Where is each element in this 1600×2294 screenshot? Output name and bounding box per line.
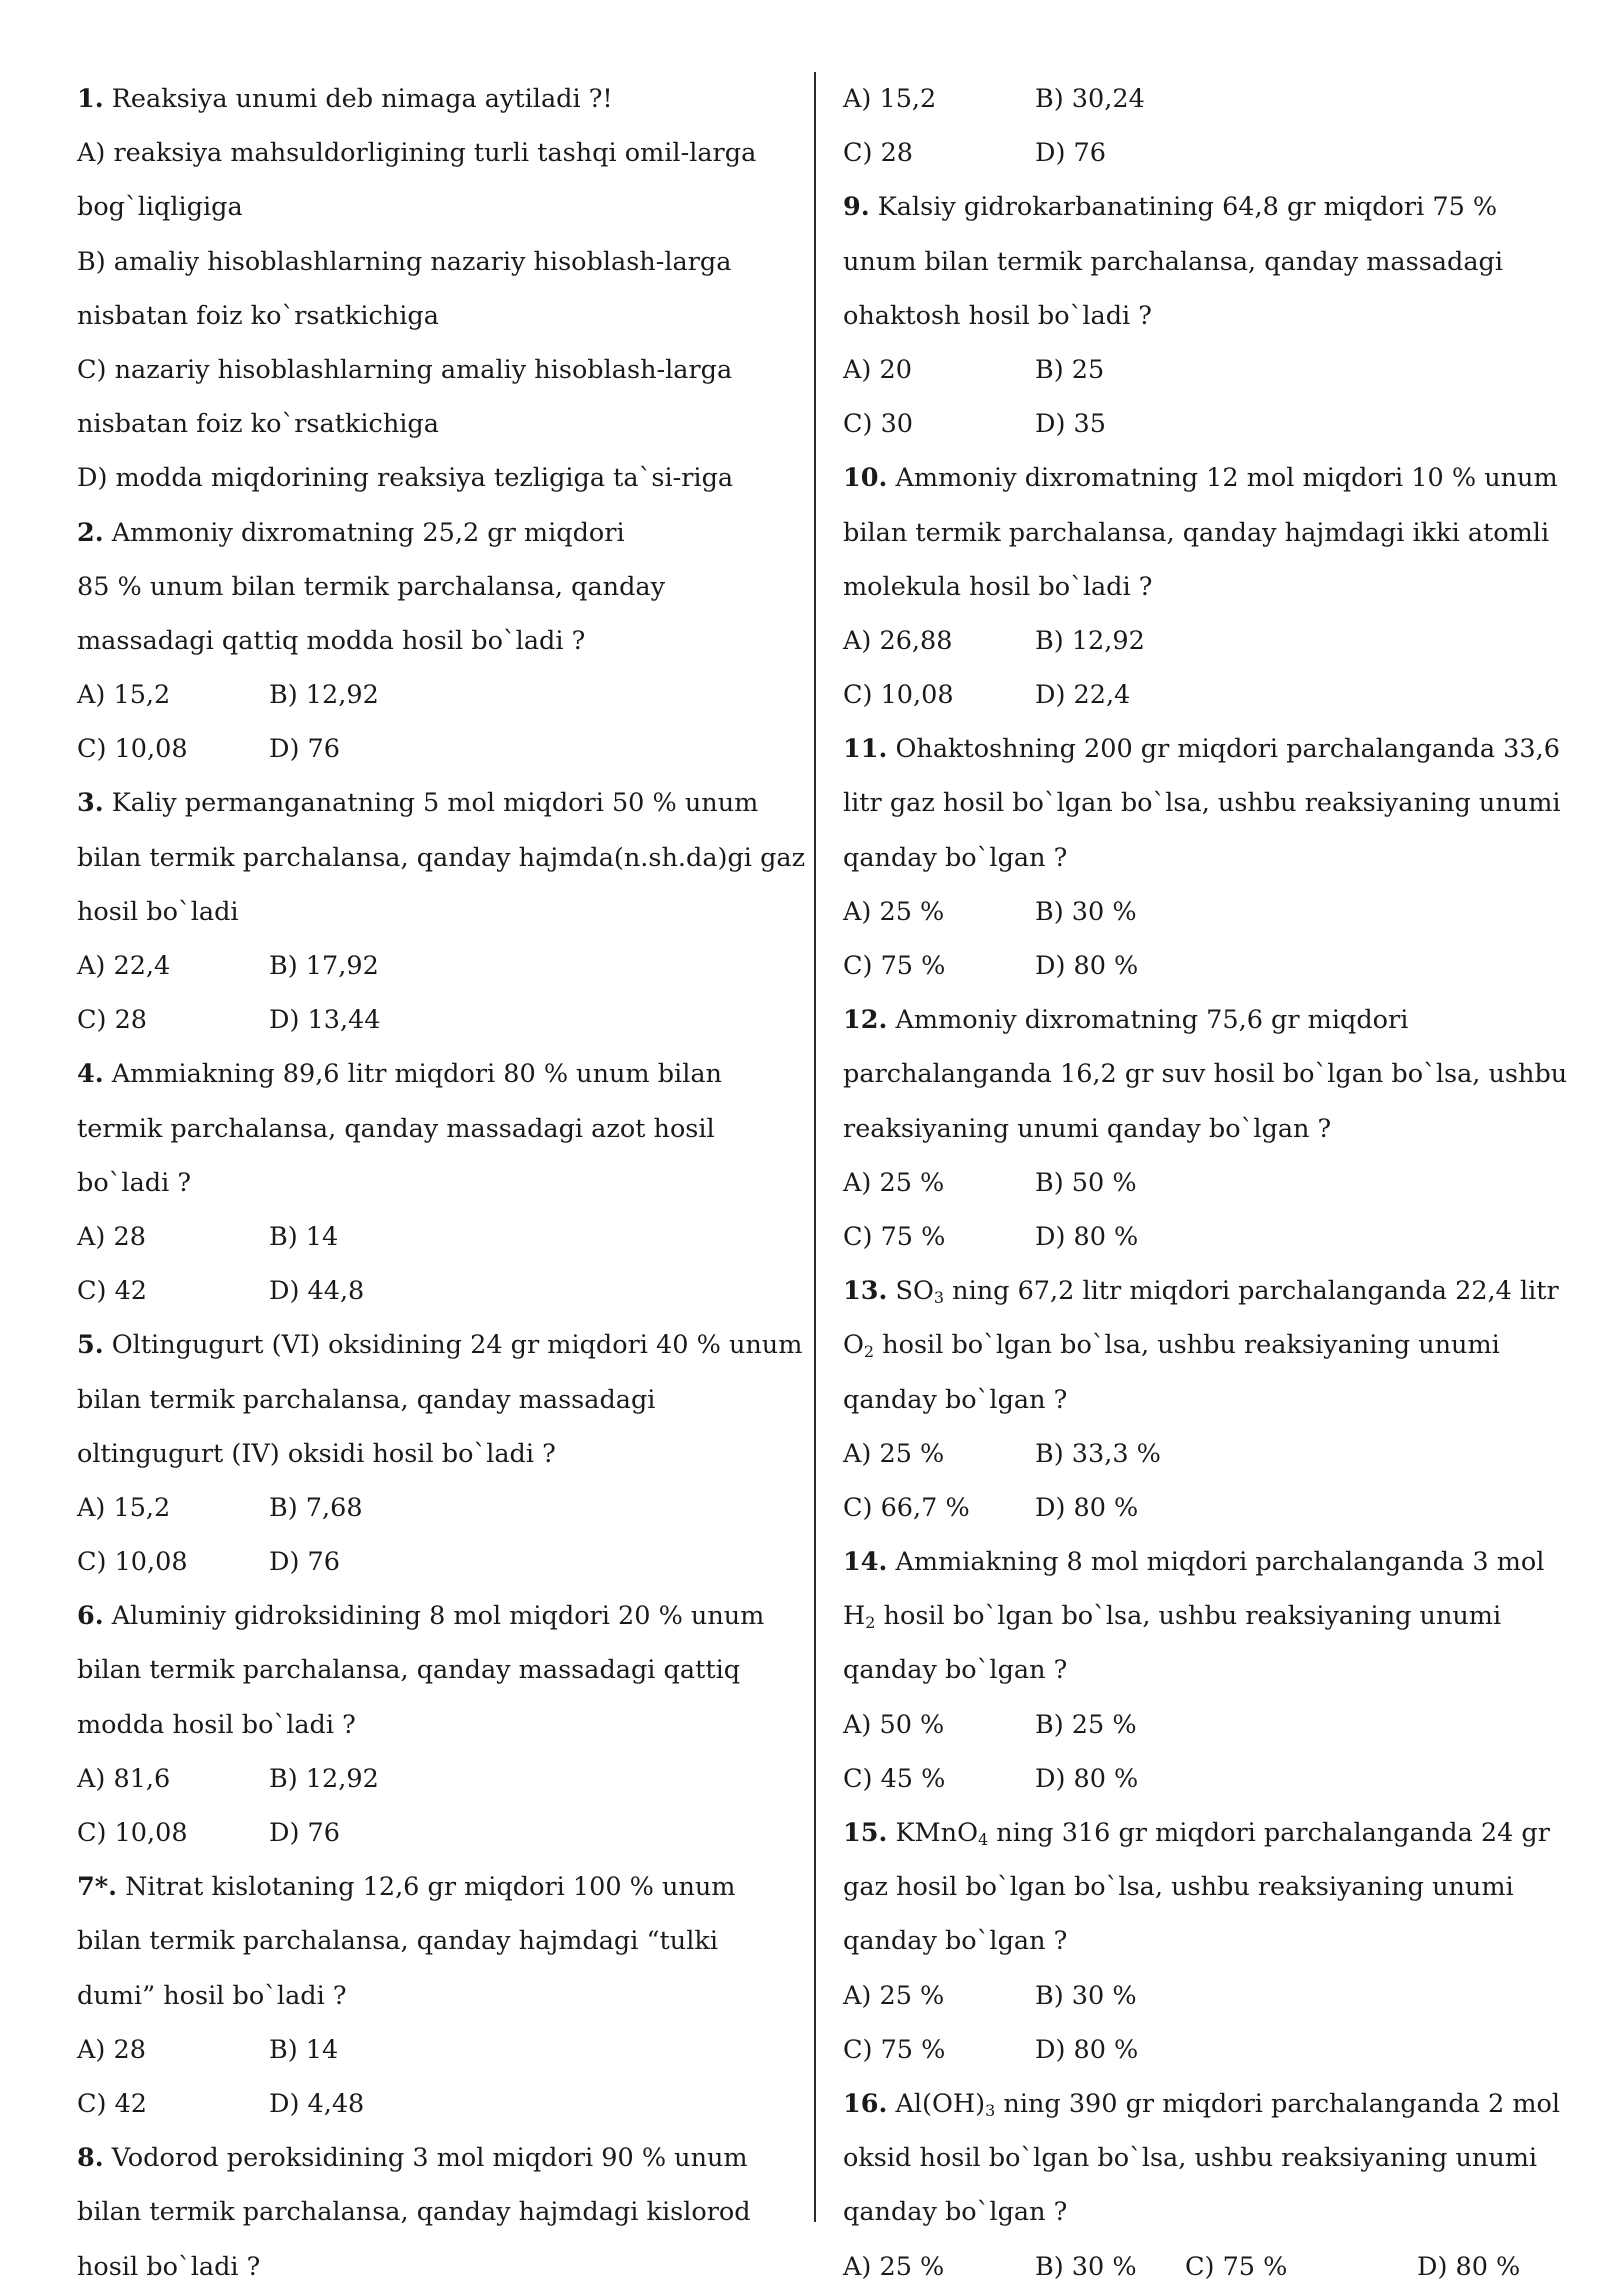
question-line xyxy=(843,993,1573,1047)
text-line xyxy=(77,1102,797,1156)
line-text: Ammoniy dixromatning 12 mol miqdori 10 % unum xyxy=(895,463,1558,494)
line-text: qanday bo`lgan ? xyxy=(843,2197,1068,2228)
line-text: nisbatan foiz ko`rsatkichiga xyxy=(77,300,439,331)
text-line xyxy=(843,776,1573,830)
question-number: 13. xyxy=(843,1276,888,1307)
options-line xyxy=(843,1481,1573,1535)
answer-option: D) 35 xyxy=(1035,409,1106,440)
answer-option: B) 14 xyxy=(269,1221,339,1252)
text-line xyxy=(843,1643,1573,1697)
line-text: H xyxy=(843,1601,866,1632)
answer-option: A) 25 % xyxy=(843,1980,945,2011)
line-text: qanday bo`lgan ? xyxy=(843,1384,1068,1415)
answer-option: D) 76 xyxy=(269,734,340,765)
line-text: KMnO xyxy=(895,1818,978,1848)
line-text: modda hosil bo`ladi ? xyxy=(77,1709,356,1740)
line-text: Ohaktoshning 200 gr miqdori parchalanganda 33,6 xyxy=(895,734,1560,765)
subscript: 2 xyxy=(863,1342,875,1362)
options-line xyxy=(843,1427,1573,1481)
options-line xyxy=(843,939,1573,993)
answer-option: D) 80 % xyxy=(1035,1221,1139,1252)
answer-option: C) 10,08 xyxy=(77,1818,188,1848)
line-text: qanday bo`lgan ? xyxy=(843,1926,1068,1957)
question-number: 2. xyxy=(77,517,104,548)
options-line xyxy=(843,1156,1573,1210)
line-text: Aluminiy gidroksidining 8 mol miqdori 20 % unum xyxy=(111,1601,765,1632)
line-text: ning 390 gr miqdori parchalanganda 2 mol xyxy=(995,2088,1561,2119)
question-number: 12. xyxy=(843,1005,888,1036)
line-text: hosil bo`ladi ? xyxy=(77,2251,261,2282)
answer-option: A) 15,2 xyxy=(77,680,171,711)
question-line xyxy=(77,1318,803,1372)
question-number: 1. xyxy=(77,84,104,114)
answer-option: C) 75 % xyxy=(843,2034,946,2065)
answer-option: C) 10,08 xyxy=(843,680,954,711)
line-text: oltingugurt (IV) oksidi hosil bo`ladi ? xyxy=(77,1438,556,1469)
text-line xyxy=(77,126,797,180)
question-number: 14. xyxy=(843,1547,888,1578)
line-text: hosil bo`lgan bo`lsa, ushbu reaksiyaning unumi xyxy=(875,1601,1502,1632)
question-line xyxy=(843,2077,1573,2131)
options-line xyxy=(77,993,797,1047)
text-line xyxy=(843,506,1573,560)
text-line xyxy=(843,1914,1573,1968)
line-text: Ammiakning 8 mol miqdori parchalanganda 3 mol xyxy=(895,1547,1545,1578)
line-text: Ammoniy dixromatning 75,6 gr miqdori xyxy=(895,1005,1409,1036)
line-text: qanday bo`lgan ? xyxy=(843,842,1068,873)
options-line xyxy=(77,1535,797,1589)
question-number: 16. xyxy=(843,2088,888,2119)
text-line xyxy=(77,560,797,614)
line-text: SO xyxy=(895,1276,934,1307)
answer-option: A) 22,4 xyxy=(77,951,171,981)
question-number: 4. xyxy=(77,1059,104,1090)
text-line xyxy=(77,180,797,234)
line-text: reaksiyaning unumi qanday bo`lgan ? xyxy=(843,1113,1332,1144)
question-number: 7*. xyxy=(77,1872,117,1903)
subscript: 3 xyxy=(985,2100,996,2120)
question-number: 5. xyxy=(77,1330,104,1361)
options-line xyxy=(77,1752,797,1806)
line-text: litr gaz hosil bo`lgan bo`lsa, ushbu reaksiyaning unumi xyxy=(843,788,1561,819)
options-line xyxy=(843,72,1573,126)
text-line xyxy=(843,2185,1573,2239)
answer-option: B) 25 xyxy=(1035,354,1105,385)
options-line xyxy=(843,885,1573,939)
question-line xyxy=(843,1264,1573,1318)
answer-option: D) 22,4 xyxy=(1035,680,1131,711)
answer-option: D) 80 % xyxy=(1035,1492,1139,1523)
line-text: Ammiakning 89,6 litr miqdori 80 % unum bilan xyxy=(111,1059,722,1090)
answer-option: A) 28 xyxy=(77,1221,146,1252)
answer-option: A) 28 xyxy=(77,2034,146,2065)
text-line xyxy=(843,1860,1573,1914)
options-line xyxy=(77,2023,797,2077)
text-line xyxy=(77,885,797,939)
line-text: parchalanganda 16,2 gr suv hosil bo`lgan bo`lsa, ushbu xyxy=(843,1059,1568,1090)
answer-option: C) 45 % xyxy=(843,1763,946,1794)
line-text: bilan termik parchalansa, qanday hajmdagi ikki atomli xyxy=(843,517,1550,548)
answer-option: C) 42 xyxy=(77,2088,148,2119)
column-divider xyxy=(814,72,816,2222)
line-text: Al(OH) xyxy=(895,2088,986,2119)
answer-option: B) 50 % xyxy=(1035,1167,1137,1198)
text-line xyxy=(77,831,806,885)
answer-option: D) 44,8 xyxy=(269,1276,365,1307)
question-line xyxy=(77,2131,797,2185)
text-line xyxy=(843,831,1573,885)
options-line xyxy=(77,1264,797,1318)
text-line xyxy=(77,1156,797,1210)
text-line xyxy=(77,343,797,397)
line-text: bilan termik parchalansa, qanday massadagi qattiq xyxy=(77,1655,741,1686)
line-text: Kaliy permanganatning 5 mol miqdori 50 % unum xyxy=(111,788,759,819)
options-line xyxy=(843,1969,1573,2023)
options-line xyxy=(77,1806,797,1860)
line-text: nisbatan foiz ko`rsatkichiga xyxy=(77,409,439,440)
line-text: ning 316 gr miqdori parchalanganda 24 gr xyxy=(988,1818,1550,1848)
answer-option: D) 76 xyxy=(269,1818,340,1848)
options-line xyxy=(77,2077,797,2131)
answer-option: D) 76 xyxy=(1035,138,1106,169)
options-line xyxy=(843,1698,1573,1752)
text-line xyxy=(843,235,1573,289)
subscript: 2 xyxy=(865,1613,876,1633)
options-line xyxy=(843,1752,1573,1806)
question-line xyxy=(843,722,1573,776)
text-line xyxy=(77,614,797,668)
answer-option: B) 30 % xyxy=(1035,1980,1137,2011)
options-line xyxy=(843,397,1573,451)
left-column xyxy=(77,72,806,2294)
line-text: termik parchalansa, qanday massadagi azot hosil xyxy=(77,1113,715,1144)
options-line xyxy=(77,939,797,993)
text-line xyxy=(77,1698,797,1752)
options-line xyxy=(843,614,1573,668)
answer-option: C) 30 xyxy=(843,409,914,440)
text-line xyxy=(843,1318,1573,1372)
question-number: 10. xyxy=(843,463,888,494)
line-text: molekula hosil bo`ladi ? xyxy=(843,571,1153,602)
options-line xyxy=(77,668,797,722)
line-text: qanday bo`lgan ? xyxy=(843,1655,1068,1686)
answer-option: A) 25 % xyxy=(843,2251,945,2282)
answer-option: D) 13,44 xyxy=(269,1005,381,1036)
text-line xyxy=(77,451,797,505)
answer-option: D) 80 % xyxy=(1417,2251,1521,2282)
text-line xyxy=(77,2185,797,2239)
text-line xyxy=(77,1373,797,1427)
question-number: 15. xyxy=(843,1818,888,1848)
question-line xyxy=(77,1047,797,1101)
answer-option: B) 30,24 xyxy=(1035,84,1145,114)
line-text: Oltingugurt (VI) oksidining 24 gr miqdori 40 % unum xyxy=(111,1330,803,1361)
answer-option: B) 7,68 xyxy=(269,1492,363,1523)
answer-option: B) 30 % xyxy=(1035,896,1137,927)
question-number: 6. xyxy=(77,1601,104,1632)
answer-option: C) 75 % xyxy=(843,1221,946,1252)
text-line xyxy=(77,1427,797,1481)
line-text: D) modda miqdorining reaksiya tezligiga ta`si-riga xyxy=(77,463,734,494)
subscript: 4 xyxy=(977,1830,989,1849)
subscript: 3 xyxy=(933,1288,945,1308)
options-line xyxy=(843,668,1573,722)
line-text: oksid hosil bo`lgan bo`lsa, ushbu reaksiyaning unumi xyxy=(843,2143,1538,2174)
options-line xyxy=(843,343,1573,397)
line-text: bilan termik parchalansa, qanday hajmdagi kislorod xyxy=(77,2197,751,2228)
line-text: massadagi qattiq modda hosil bo`ladi ? xyxy=(77,625,586,656)
text-line xyxy=(77,1643,797,1697)
question-line xyxy=(843,1806,1573,1860)
answer-option: D) 80 % xyxy=(1035,1763,1139,1794)
text-line xyxy=(843,1047,1573,1101)
line-text: dumi” hosil bo`ladi ? xyxy=(77,1980,347,2011)
line-text: bilan termik parchalansa, qanday hajmdagi “tulki xyxy=(77,1926,718,1957)
answer-option: B) 12,92 xyxy=(269,680,379,711)
line-text: 85 % unum bilan termik parchalansa, qanday xyxy=(77,571,666,602)
line-text: bilan termik parchalansa, qanday massadagi xyxy=(77,1384,656,1415)
answer-option: A) 81,6 xyxy=(77,1763,171,1794)
text-line xyxy=(77,397,797,451)
question-line xyxy=(77,506,797,560)
line-text: unum bilan termik parchalansa, qanday massadagi xyxy=(843,246,1503,277)
answer-option: A) 15,2 xyxy=(77,1492,171,1523)
answer-option: A) 25 % xyxy=(843,1167,945,1198)
answer-option: B) 33,3 % xyxy=(1035,1438,1161,1469)
answer-option: A) 26,88 xyxy=(843,625,953,656)
line-text: C) nazariy hisoblashlarning amaliy hisoblash-larga xyxy=(77,354,733,385)
options-line xyxy=(843,2023,1573,2077)
question-line xyxy=(843,1535,1573,1589)
answer-option: A) 20 xyxy=(843,354,912,385)
text-line xyxy=(843,289,1573,343)
answer-option: B) 12,92 xyxy=(1035,625,1145,656)
line-text: bog`liqligiga xyxy=(77,192,243,223)
answer-option: B) 30 % xyxy=(1035,2251,1137,2282)
line-text: Kalsiy gidrokarbanatining 64,8 gr miqdori 75 % xyxy=(877,192,1498,223)
answer-option: D) 76 xyxy=(269,1547,340,1578)
line-text: O xyxy=(843,1330,864,1361)
answer-option: C) 10,08 xyxy=(77,1547,188,1578)
line-text: Reaksiya unumi deb nimaga aytiladi ?! xyxy=(111,84,613,114)
question-line xyxy=(77,72,797,126)
line-text: bo`ladi ? xyxy=(77,1167,192,1198)
line-text: Ammoniy dixromatning 25,2 gr miqdori xyxy=(111,517,625,548)
text-line xyxy=(843,2131,1573,2185)
answer-option: C) 75 % xyxy=(843,951,946,981)
line-text: B) amaliy hisoblashlarning nazariy hisoblash-larga xyxy=(77,246,732,277)
right-column xyxy=(843,72,1573,2294)
text-line xyxy=(77,289,797,343)
answer-option: B) 14 xyxy=(269,2034,339,2065)
options-line xyxy=(77,1210,797,1264)
answer-option: C) 10,08 xyxy=(77,734,188,765)
line-text: bilan termik parchalansa, qanday hajmda(n.sh.da)gi gaz xyxy=(77,842,806,873)
text-line xyxy=(77,1969,797,2023)
answer-option: A) 25 % xyxy=(843,1438,945,1469)
line-text: Nitrat kislotaning 12,6 gr miqdori 100 % unum xyxy=(125,1872,736,1903)
answer-option: B) 12,92 xyxy=(269,1763,379,1794)
question-line xyxy=(77,776,797,830)
question-line xyxy=(843,180,1573,234)
options-line xyxy=(843,126,1573,180)
text-line xyxy=(77,2240,797,2294)
answer-option: A) 15,2 xyxy=(843,84,937,114)
answer-option: D) 80 % xyxy=(1035,951,1139,981)
question-line xyxy=(77,1860,797,1914)
question-line xyxy=(77,1589,797,1643)
question-number: 3. xyxy=(77,788,104,819)
answer-option: B) 17,92 xyxy=(269,951,379,981)
answer-option: D) 4,48 xyxy=(269,2088,365,2119)
line-text: gaz hosil bo`lgan bo`lsa, ushbu reaksiyaning unumi xyxy=(843,1872,1514,1903)
line-text: Vodorod peroksidining 3 mol miqdori 90 % unum xyxy=(111,2143,748,2174)
line-text: A) reaksiya mahsuldorligining turli tashqi omil-larga xyxy=(77,138,757,169)
text-line xyxy=(843,560,1573,614)
text-line xyxy=(77,235,797,289)
question-number: 11. xyxy=(843,734,888,765)
options-line xyxy=(843,2240,1573,2294)
text-line xyxy=(77,1914,797,1968)
question-line xyxy=(843,451,1573,505)
answer-option: B) 25 % xyxy=(1035,1709,1137,1740)
question-number: 8. xyxy=(77,2143,104,2174)
options-line xyxy=(77,1481,797,1535)
line-text: hosil bo`lgan bo`lsa, ushbu reaksiyaning unumi xyxy=(874,1330,1500,1361)
question-number: 9. xyxy=(843,192,870,223)
options-line xyxy=(843,1210,1573,1264)
options-line xyxy=(77,722,797,776)
text-line xyxy=(843,1373,1573,1427)
answer-option: C) 28 xyxy=(843,138,914,169)
line-text: ning 67,2 litr miqdori parchalanganda 22,4 litr xyxy=(944,1276,1559,1307)
answer-option: C) 42 xyxy=(77,1276,148,1307)
line-text: hosil bo`ladi xyxy=(77,896,239,927)
answer-option: C) 66,7 % xyxy=(843,1492,970,1523)
answer-option: A) 50 % xyxy=(843,1709,945,1740)
answer-option: C) 28 xyxy=(77,1005,148,1036)
line-text: ohaktosh hosil bo`ladi ? xyxy=(843,300,1152,331)
text-line xyxy=(843,1589,1573,1643)
answer-option: D) 80 % xyxy=(1035,2034,1139,2065)
answer-option: A) 25 % xyxy=(843,896,945,927)
answer-option: C) 75 % xyxy=(1185,2251,1288,2282)
text-line xyxy=(843,1102,1573,1156)
